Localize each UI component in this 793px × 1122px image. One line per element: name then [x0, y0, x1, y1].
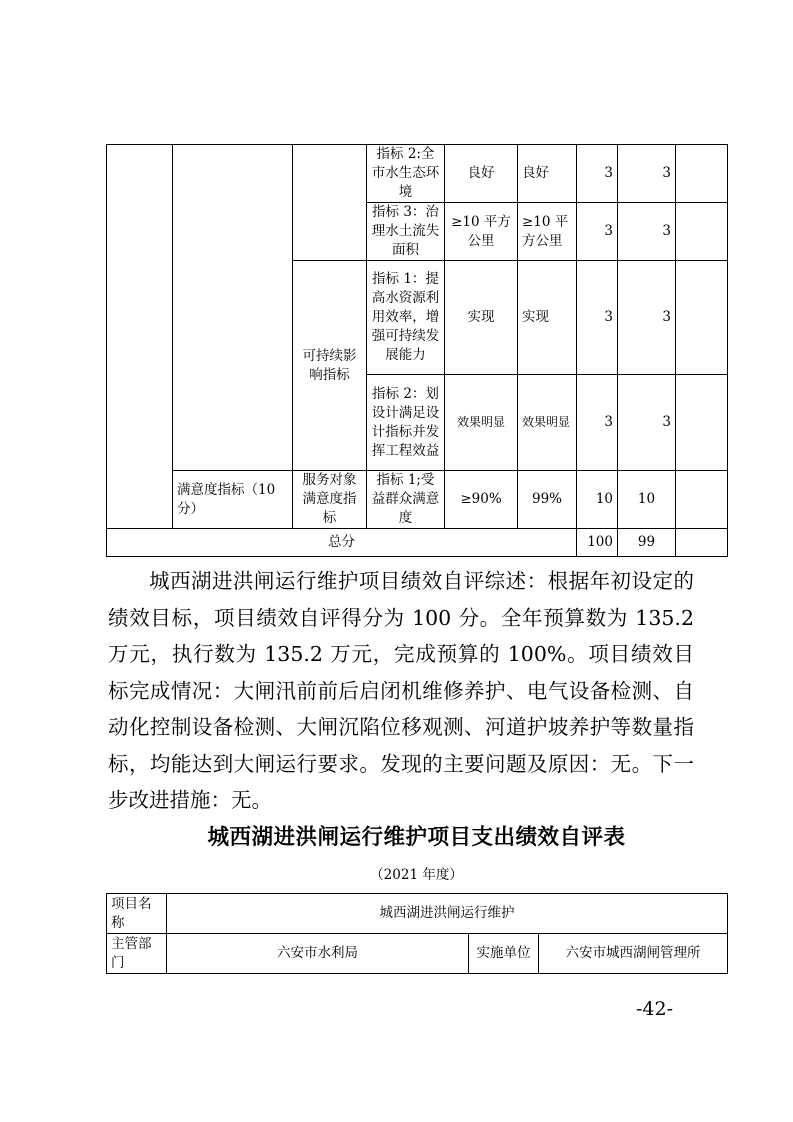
dept-value: 六安市水利局 — [167, 934, 469, 974]
evaluation-summary — [108, 563, 694, 819]
summary-paragraph: 城西湖进洪闸运行维护项目绩效自评综述：根据年初设定的绩效目标，项目绩效自评得分为 100 分。全年预算数为 135.2 万元，执行数为 135.2 万元，完成预算的 100%。项目绩效目标完成情况：大闸汛前前后启闭机维修养护、电气设备检测、自动化控制设备检测、大闸沉陷位移观测、河道护坡养护等数量指标，均能达到大闸运行要求。发现的主要问题及原因：无。下一步改进措施：无。 — [108, 569, 694, 812]
performance-indicator-table — [106, 144, 728, 557]
total-row — [107, 529, 728, 557]
score-cell: 10 — [618, 471, 676, 529]
sustain-label-cell: 可持续影响指标 — [293, 261, 367, 471]
score-cell: 3 — [618, 203, 676, 261]
total-score-cell: 99 — [618, 529, 676, 557]
empty-cell — [173, 145, 293, 471]
total-weight-cell: 100 — [577, 529, 618, 557]
empty-cell — [107, 145, 173, 529]
table-row — [107, 934, 728, 974]
actual-cell: 良好 — [518, 145, 577, 203]
weight-cell: 3 — [577, 145, 618, 203]
weight-cell: 3 — [577, 261, 618, 375]
empty-cell — [676, 471, 728, 529]
indicator-cell: 指标 1：提高水资源利用效率，增强可持续发展能力 — [367, 261, 445, 375]
indicator-cell: 指标 3：治理水土流失面积 — [367, 203, 445, 261]
target-cell: 实现 — [445, 261, 518, 375]
table-row — [107, 894, 728, 934]
indicator-cell: 指标 2:全市水生态环境 — [367, 145, 445, 203]
empty-cell — [293, 145, 367, 261]
target-cell: 效果明显 — [445, 375, 518, 471]
service-label-cell: 服务对象满意度指标 — [293, 471, 367, 529]
target-cell: ≥10 平方公里 — [445, 203, 518, 261]
actual-cell: 效果明显 — [518, 375, 577, 471]
actual-cell: ≥10 平方公里 — [518, 203, 577, 261]
project-name-label: 项目名称 — [107, 894, 167, 934]
satisfaction-label-cell: 满意度指标（10 分） — [173, 471, 293, 529]
target-cell: 良好 — [445, 145, 518, 203]
target-cell: ≥90% — [445, 471, 518, 529]
impl-label: 实施单位 — [469, 934, 539, 974]
weight-cell: 10 — [577, 471, 618, 529]
score-cell: 3 — [618, 375, 676, 471]
project-name-value: 城西湖进洪闸运行维护 — [167, 894, 728, 934]
total-label-cell: 总分 — [107, 529, 577, 557]
dept-label: 主管部门 — [107, 934, 167, 974]
table-row — [107, 471, 728, 529]
year-label: （2021 年度） — [370, 867, 463, 883]
indicator-cell: 指标 1;受益群众满意度 — [367, 471, 445, 529]
empty-cell — [676, 375, 728, 471]
empty-cell — [676, 261, 728, 375]
weight-cell: 3 — [577, 203, 618, 261]
empty-cell — [676, 529, 728, 557]
section-title: 城西湖进洪闸运行维护项目支出绩效自评表 — [207, 825, 626, 850]
actual-cell: 实现 — [518, 261, 577, 375]
impl-value: 六安市城西湖闸管理所 — [539, 934, 728, 974]
empty-cell — [676, 203, 728, 261]
score-cell: 3 — [618, 261, 676, 375]
score-cell: 3 — [618, 145, 676, 203]
page-number: -42- — [636, 998, 674, 1020]
project-info-table — [106, 893, 728, 974]
actual-cell: 99% — [518, 471, 577, 529]
indicator-cell: 指标 2：划设计满足设计指标并发挥工程效益 — [367, 375, 445, 471]
table-row — [107, 145, 728, 203]
empty-cell — [676, 145, 728, 203]
weight-cell: 3 — [577, 375, 618, 471]
